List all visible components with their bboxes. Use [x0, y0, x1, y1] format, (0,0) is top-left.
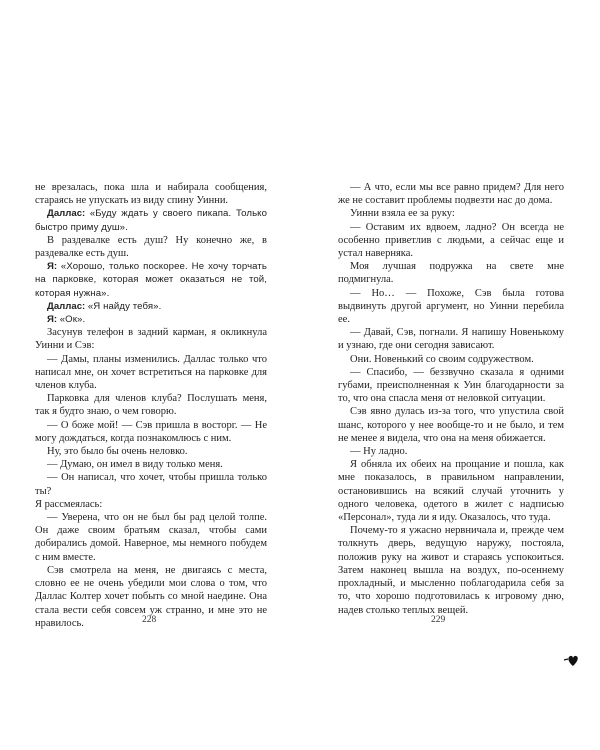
paragraph: Я обняла их обеих на прощание и пошла, как мне показалось, в правильном направлении, остановившись на всякий случай уточнить у одного человека, одетого в жилет с надписью «Персонал», туда ли я иду. Оказалось, что туда. [338, 459, 564, 524]
left-page-text [35, 181, 267, 630]
right-page-text [338, 181, 564, 617]
paragraph: — А что, если мы все равно придем? Для него же не составит проблемы подвезти нас до дома. [338, 182, 564, 207]
paragraph: — Он написал, что хочет, чтобы пришла только ты? [35, 472, 267, 497]
paragraph: Моя лучшая подружка на свете мне подмигнула. [338, 261, 564, 286]
paragraph: — О боже мой! — Сэв пришла в восторг. — Не могу дождаться, когда познакомлюсь с ним. [35, 419, 267, 444]
sms-message [35, 260, 267, 300]
sms-text: «Буду ждать у своего пикапа. Только быстро приму душ». [35, 208, 268, 233]
paragraph: — Ну ладно. [350, 446, 408, 458]
paragraph: Парковка для членов клуба? Послушать меня, так я будто знаю, о чем говорю. [35, 393, 267, 418]
sms-sender: Я: [47, 261, 58, 273]
sms-message [35, 207, 267, 233]
paragraph: — Спасибо, — беззвучно сказала я одними губами, преисполненная к Уин благодарности за то, что она спасла меня от неловкой ситуации. [338, 366, 564, 405]
paragraph: — Оставим их вдвоем, ладно? Он всегда не особенно приветлив с людьми, а сейчас еще и устал наверняка. [338, 221, 564, 260]
paragraph: В раздевалке есть душ? Ну конечно же, в раздевалке есть душ. [35, 234, 267, 260]
paragraph: Уинни взяла ее за руку: [350, 208, 455, 220]
paragraph: Сэв явно дулась из-за того, что упустила свой шанс, которого у нее вообще-то и не было, и тем не менее я видела, что она на меня обижается. [338, 406, 564, 444]
paragraph: Почему-то я ужасно нервничала и, прежде чем толкнуть дверь, ведущую наружу, постояла, положив руку на живот и стараясь успокоиться. Затем наконец вышла на воздух, по-осеннему прохладный, и мысленно поблагодарила себя за то, что хорошо подготовилась к игровому дню, надев столько теплых вещей. [338, 525, 564, 616]
paragraph: Засунув телефон в задний карман, я окликнула Уинни и Сэв: [35, 327, 267, 352]
sms-message [35, 300, 267, 313]
sms-sender: Даллас: [47, 300, 86, 312]
sms-text: «Хорошо, только поскорее. Не хочу торчать на парковке, которая может оказаться не той, которая нужна». [35, 261, 267, 299]
sms-message [35, 313, 267, 326]
paragraph: — Дамы, планы изменились. Даллас только что написал мне, он хочет встретиться на парковке для членов клуба. [35, 353, 267, 392]
sms-sender: Даллас: [47, 208, 86, 220]
paragraph: Сэв смотрела на меня, не двигаясь с места, словно ее не очень убедили мои слова о том, что Даллас Колтер хочет побыть со мной наедине. Она стала вести себя совсем уж странно, и мне это не нравилось. [35, 564, 267, 629]
sms-text: «Ок». [59, 314, 86, 326]
sms-text: «Я найду тебя». [87, 300, 162, 312]
sms-sender: Я: [47, 314, 58, 326]
heart-ornament-icon [562, 651, 582, 669]
left-page-number: 228 [142, 615, 157, 625]
text-line: не врезалась, пока шла и набирала сообщения, стараясь не упускать из виду спину Уинни. [35, 182, 267, 207]
paragraph: Ну, это было бы очень неловко. [47, 446, 188, 458]
paragraph: — Уверена, что он не был бы рад целой толпе. Он даже своим братьям сказал, чтобы сами добирались домой. Наверное, мы немного побудем с ним вместе. [35, 512, 267, 563]
paragraph: — Думаю, он имел в виду только меня. [47, 459, 223, 471]
right-page-number: 229 [431, 615, 446, 625]
paragraph: — Но… — Похоже, Сэв была готова выдвинуть другой аргумент, но Уинни перебила ее. [338, 287, 564, 326]
paragraph: — Давай, Сэв, погнали. Я напишу Новенькому и узнаю, где они сегодня зависают. [338, 327, 564, 352]
right-page [300, 0, 600, 750]
paragraph: Они. Новенький со своим содружеством. [350, 353, 534, 365]
text-line: Я рассмеялась: [35, 498, 103, 510]
